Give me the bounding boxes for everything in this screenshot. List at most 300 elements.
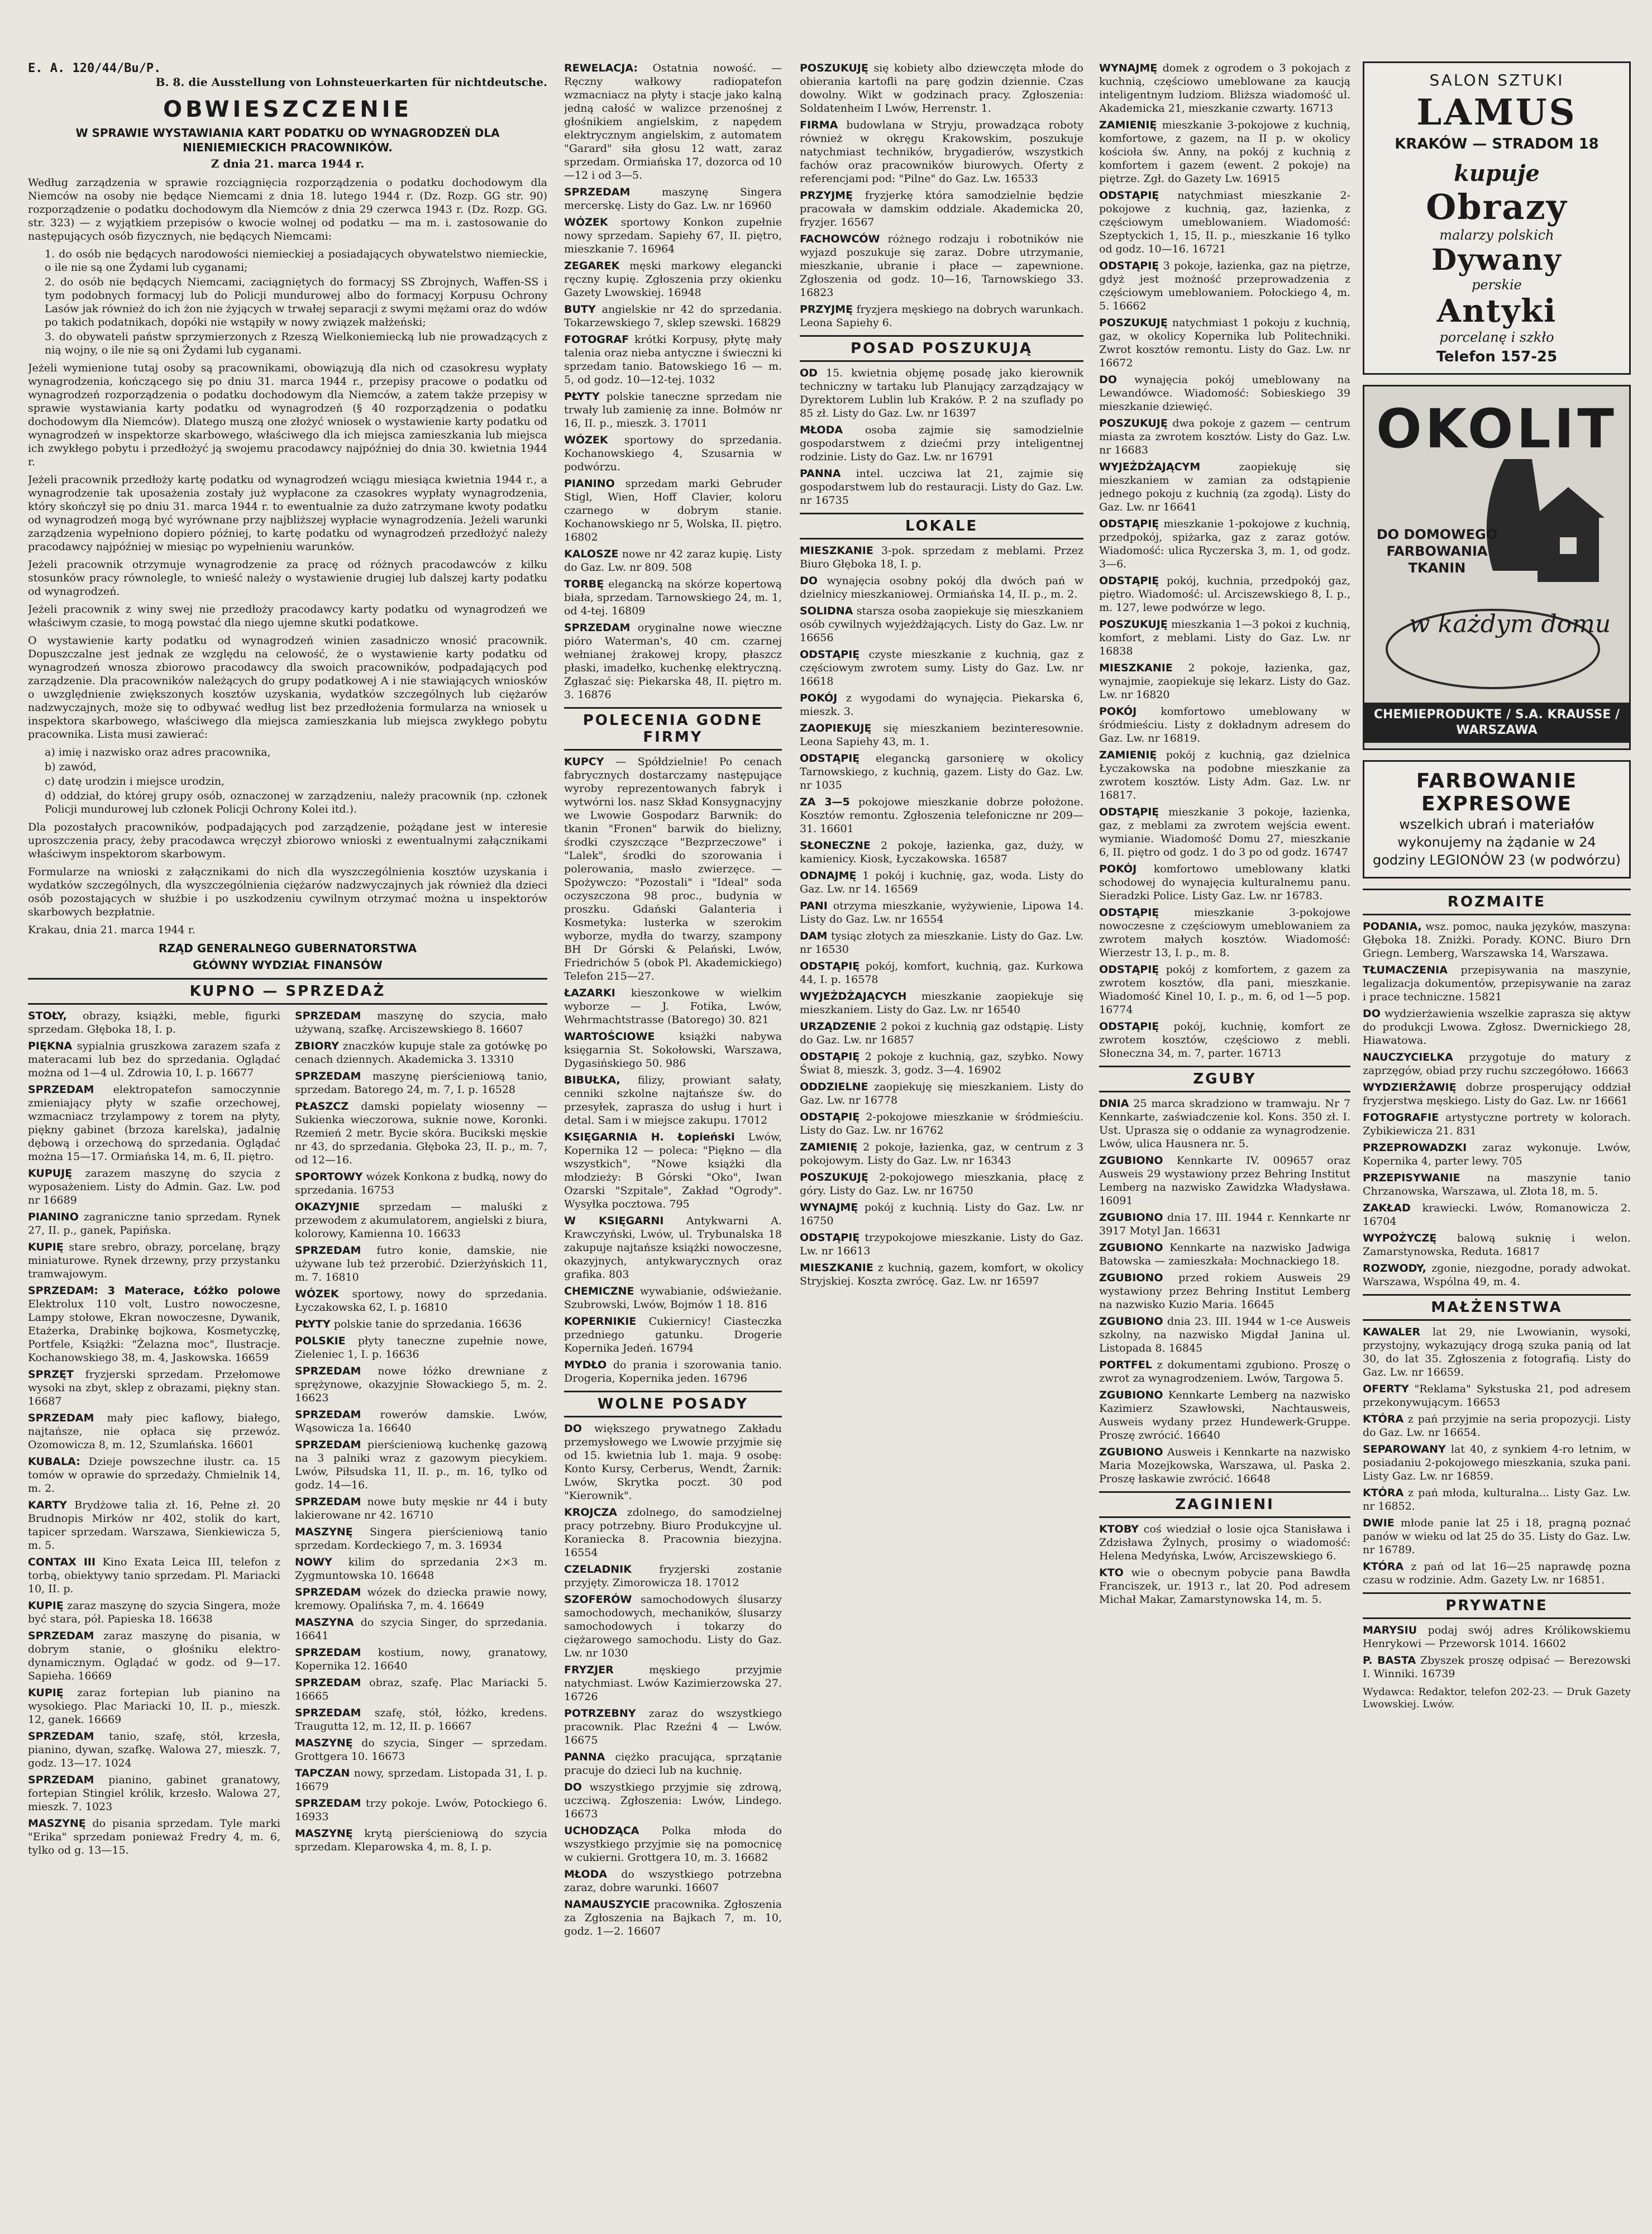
ad-keyword: ODSTĄPIĘ (800, 1051, 860, 1063)
ad-keyword: PIĘKNA (28, 1040, 73, 1052)
ad-keyword: MIESZKANIE (1099, 662, 1173, 674)
classified-ad (1099, 1020, 1350, 1060)
ad-text: osoba zajmie się samodzielnie gospodarstwem z dziećmi przy inteligentnej rodzinie. Listy do Gaz. Lw. nr 16791 (800, 424, 1083, 463)
classified-ad (1363, 1081, 1631, 1108)
ad-text: mieszkanie 3-pokojowe z kuchnią, komfortowe, z gazem, na II p. w okolicy kościoła św. Anny, na pokój z kuchnią z komfortem i gazem (ewent. 2 pokoje) na piętrze. Zgł. do Gazety Lw. 16915 (1099, 119, 1350, 185)
ad-keyword: TAPCZAN (295, 1767, 350, 1779)
ad-keyword: ZGUBIONO (1099, 1389, 1163, 1401)
ad-text: balową suknię i welon. Zamarstynowska, Reduta. 16817 (1363, 1232, 1631, 1258)
ad-text: pokój, kuchnia, przedpokój gaz, piętro. Wiadomość: ul. Arciszewskiego 8, I. p., m. 127, lewe podwórze w lego. (1099, 575, 1350, 614)
ad-keyword: KUPIĘ (28, 1687, 64, 1699)
classified-ad (564, 433, 782, 474)
classified-ad (800, 1261, 1083, 1288)
classified-ad (800, 1140, 1083, 1167)
ad-text: się kobiety albo dziewczęta młode do obierania kartofli na parę godzin dziennie. Czas dowolny. Wikt w godzinach pracy. Zgłoszenia: Soldatenheim I Lwów, Herrenstr. 1. (800, 62, 1083, 114)
ad-text: pokój z komfortem, z gazem za zwrotem kosztów, dla pani, mieszkanie. Wiadomość Kinel 10, I. p., m. 6, od 1—5 pop. 16774 (1099, 963, 1350, 1016)
ad-keyword: POKÓJ (1099, 863, 1137, 875)
ad-text: zaraz maszynę do szycia Singera, może być stara, pół. Papieska 18. 16638 (28, 1600, 280, 1625)
ad-keyword: SŁONECZNE (800, 839, 871, 852)
notice-sign-1: RZĄD GENERALNEGO GUBERNATORSTWA (158, 942, 417, 955)
classified-ad (564, 1563, 782, 1589)
classified-ad (295, 1364, 547, 1405)
ad-text: maszynę Singera mercerskę. Listy do Gaz. Lw. nr 16960 (564, 186, 782, 212)
ad-keyword: ZAOPIEKUJĘ (800, 722, 872, 734)
ad-text: do wszystkiego potrzebna zaraz, dobre warunki. 16607 (564, 1868, 782, 1894)
ad-keyword: SPRZEDAM (564, 622, 631, 634)
ad-keyword: PANI (800, 900, 828, 912)
classified-ad (295, 1408, 547, 1435)
classified-ad (1099, 862, 1350, 903)
ad-keyword: MASZYNĘ (28, 1817, 86, 1830)
ad-keyword: REWELACJA: (564, 62, 638, 74)
ad-text: z pań przyjmie na seria propozycji. Listy do Gaz. Lw. nr 16654. (1363, 1413, 1631, 1439)
ad-keyword: ODSTĄPIĘ (1099, 1020, 1159, 1033)
classified-ad (564, 577, 782, 618)
classified-ad (1363, 1486, 1631, 1513)
classified-ad (564, 1663, 782, 1703)
classified-ad (564, 986, 782, 1027)
ad-keyword: SPRZEDAM (295, 1070, 361, 1082)
ad-keyword: FOTOGRAF (564, 333, 629, 346)
ad-text: komfortowo umeblowany w śródmieściu. Listy z dokładnym adresem do Gaz. Lw. nr 16819. (1099, 705, 1350, 744)
ad-keyword: KTÓRA (1363, 1487, 1404, 1499)
ad-text: zaraz fortepian lub pianino na wysokiego. Plac Mariacki 10, II. p., mieszk. 12, ganek. 16669 (28, 1687, 280, 1726)
ad-keyword: SPRZEDAM (295, 1797, 361, 1810)
ad-keyword: WÓZEK (564, 434, 608, 446)
header-right-note: B. 8. die Ausstellung von Lohnsteuerkarten für nichtdeutsche. (155, 75, 547, 89)
ad-keyword: DNIA (1099, 1097, 1129, 1110)
notice-item: 2. do osób nie będących Niemcami, zaciągniętych do formacyj SS Zbrojnych, Waffen-SS i tym podobnych formacyj lub do Policji mundurowej albo do formacyj Korpusu Ochrony Lasów jak również do ich żon nie żyjących w trwałej separacji z swymi mężami oraz do wdów po takich podatnikach, dopóki nie wstąpiły w nowy związek małżeński; (45, 276, 547, 328)
classified-ad (1099, 1522, 1350, 1563)
ad-text: pokój, komfort, kuchnią, gaz. Kurkowa 44, I. p. 16578 (800, 960, 1083, 986)
classified-ad (564, 1707, 782, 1747)
ad-keyword: ZGUBIONO (1099, 1154, 1163, 1167)
lamus-obrazy: Obrazy (1426, 187, 1568, 227)
ad-keyword: PŁYTY (295, 1318, 331, 1330)
ad-text: mieszkania 1—3 pokoi z kuchnią, komfort, z meblami. Listy do Gaz. Lw. nr 16838 (1099, 618, 1350, 657)
classified-ad (28, 1039, 280, 1080)
ad-text: Ostatnia nowość. — Ręczny wałkowy radiopatefon wzmacniacz na płyty i stacje jako kalną jedną całość w walizce przenośnej z głośnikiem angielskim, z napędem elektrycznym angielskim, z automatem "Garard" siła głosu 12 watt, zaraz sprzedam. Ormiańska 17, dozorca od 10—12 i od 3—5. (564, 62, 782, 182)
ad-text: Kennkarte na nazwisko Jadwiga Batowska — zamieszkała: Mochnackiego 18. (1099, 1242, 1350, 1267)
ad-keyword: ZGUBIONO (1099, 1272, 1163, 1284)
classified-ad (564, 1358, 782, 1385)
wolne-list (564, 1422, 782, 1938)
classified-ad (564, 477, 782, 544)
classified-ad (295, 1646, 547, 1673)
ad-text: nowy, sprzedam. Listopada 31, I. p. 16679 (295, 1767, 547, 1793)
col2-ads (564, 61, 782, 701)
ad-keyword: SPRZEDAM (295, 1010, 361, 1022)
ad-keyword: ZAMIENIĘ (800, 1141, 858, 1153)
lamus-porcelana: porcelanę i szkło (1439, 330, 1554, 345)
classified-ad (28, 1083, 280, 1163)
ad-keyword: FIRMA (800, 119, 838, 131)
classified-ad (295, 1676, 547, 1703)
section-rozmaite: ROZMAITE (1363, 889, 1631, 915)
ad-text: Elektrolux 110 volt, Lustro nowoczesne, Lampy stołowe, Ekran nowoczesne, Dywanik, Etażerka, Drabinkę bojkowa, Kosmetyczkę, Portfele, Książki: "Żelazna moc", Ilustracje. Kochanowskiego 38, m. 4, Jaskowska. 16659 (28, 1298, 280, 1364)
ad-keyword: TORBĘ (564, 578, 604, 590)
ad-keyword: KARTY (28, 1499, 67, 1511)
classified-ad (28, 1167, 280, 1207)
ad-text: płyty taneczne zupełnie nowe, Zieleniec 1, I. p. 16636 (295, 1335, 547, 1361)
classified-ad (295, 1827, 547, 1854)
rozmaite-list (1363, 920, 1631, 1288)
classified-ad (1099, 1271, 1350, 1311)
ad-keyword: ODSTĄPIĘ (1099, 963, 1159, 976)
ad-keyword: WYPOŻYCZĘ (1363, 1232, 1437, 1244)
notice-intro: Według zarządzenia w sprawie rozciągnięcia rozporządzenia o podatku dochodowym dla Niemców na osoby nie będące Niemcami z dnia 18. lutego 1944 r. (Dz. Rozp. GG str. 90) rozporządzenie o podatku dochodowym dla Niemców z dnia 29 czerwca 1943 r. (Dz. Rozp. GG. str. 323) — z wyjątkiem przepisów o kwocie wolnej od podatku — ma m. i. zastosowanie do następujących osób fizycznych, nie będących Niemcami: (28, 176, 547, 242)
ad-keyword: POSZUKUJĘ (1099, 317, 1168, 329)
notice-title: OBWIESZCZENIE (163, 97, 412, 122)
okolit-roof-shape (1532, 487, 1605, 518)
ad-keyword: KTÓRA (1363, 1413, 1404, 1425)
classified-ad (564, 61, 782, 182)
classified-ad (295, 1495, 547, 1522)
notice-list-item: a) imię i nazwisko oraz adres pracownika, (45, 746, 271, 758)
posad-list (800, 366, 1083, 507)
classified-ad (28, 1284, 280, 1364)
ad-text: maszynę pierścieniową tanio, sprzedam. Batorego 24, m. 7, I. p. 16528 (295, 1070, 547, 1096)
classified-ad (1099, 1241, 1350, 1268)
classified-ad (295, 1797, 547, 1824)
ad-keyword: POSZUKUJĘ (800, 62, 868, 74)
notice-list-item: b) zawód, (45, 761, 97, 773)
ad-text: szafę, stół, łóżko, kredens. Traugutta 12, m. 12, II. p. 16667 (295, 1707, 547, 1732)
ad-text: mieszkanie 1-pokojowe z kuchnią, przedpokój, spiżarka, gaz z zaraz gotów. Wiadomość: ulica Ryczerska 3, m. 1, od godz. 3—6. (1099, 518, 1350, 570)
ad-keyword: PŁYTY (564, 390, 600, 403)
ad-keyword: KSIĘGARNIA H. Łopieński (564, 1131, 735, 1143)
ad-text: kilim do sprzedania 2×3 m. Zygmuntowska 10. 16648 (295, 1556, 547, 1582)
notice-list-2 (28, 746, 547, 816)
ad-text: większego prywatnego Zakładu przemysłowego we Lwowie przyjmie się od 15. kwietnia lub 1. maja. 9 osobę: Konto Kursy, Cerberus, Wendt, Żarnik: Lwów, Skrytka poczt. 30 pod "Kierownik". (564, 1422, 782, 1502)
ad-text: 25 marca skradziono w tramwaju. Nr 7 Kennkarte, zaświadczenie kol. Kons. 350 zł. I. Ust. Uprasza się o oddanie za wynagrodzenie. Lwów, ulica Hausnera nr. 5. (1099, 1097, 1350, 1150)
classified-ad (564, 621, 782, 701)
ad-text: obrazy, książki, meble, figurki sprzedam. Głęboka 18, I. p. (28, 1010, 280, 1035)
malzenstwa-list (1363, 1325, 1631, 1587)
notice-items (28, 247, 547, 357)
ad-text: stare srebro, obrazy, porcelanę, brązy miniaturowe. Rynek drzewny, przy przystanku tramwajowym. (28, 1241, 280, 1280)
classified-ad (564, 1780, 782, 1821)
ad-text: pokój z kuchnią. Listy do Gaz. Lw. nr 16750 (800, 1201, 1083, 1227)
ad-text: wie o obecnym pobycie pana Bawdła Franciszek, ur. 1913 r., lat 20. Pod adresem Michał Makar, Zamarstynowska 14, m. 5. (1099, 1567, 1350, 1606)
section-prywatne: PRYWATNE (1363, 1592, 1631, 1619)
ad-text: futro konie, damskie, nie używane lub też przerobić. Dzierżyńskich 11, m. 7. 16810 (295, 1244, 547, 1283)
ad-keyword: SEPAROWANY (1363, 1443, 1446, 1455)
classified-ad (564, 185, 782, 212)
ad-keyword: WYNAJMĘ (800, 1201, 858, 1214)
classified-ad (1099, 1566, 1350, 1606)
ad-text: pracownika. Zgłoszenia za Zgłoszenia na Bajkach 7, m. 10, godz. 1—2. 16607 (564, 1898, 782, 1937)
classified-ad (800, 1171, 1083, 1197)
ad-text: wsz. pomoc, nauka języków, maszyna: Głęboka 18. Zniżki. Porady. KONC. Biuro Drn Griegn. Lemberg, Warszawska 14, Warszawa. (1363, 920, 1631, 960)
ad-text: starsza osoba zaopiekuje się mieszkaniem osób cywilnych wyjeżdżających. Listy do Gaz. Lw. nr 16656 (800, 605, 1083, 644)
classified-ad (1363, 1624, 1631, 1650)
ad-text: dnia 17. III. 1944 r. Kennkarte nr 3917 Motyl Jan. 16631 (1099, 1211, 1350, 1237)
ad-keyword: MASZYNĘ (295, 1737, 353, 1749)
notice-paragraph: Jeżeli pracownik z winy swej nie przedłoży pracodawcy karty podatku od wynagrodzeń we właściwym czasie, to mogą powstać dla niego ujemne skutki podatkowe. (28, 603, 547, 629)
ad-keyword: ŁAZARKI (564, 987, 615, 999)
ad-keyword: PODANIA, (1363, 920, 1422, 933)
ad-text: zgonie, niezgodne, porady adwokat. Warszawa, Wspólna 49, m. 4. (1363, 1262, 1631, 1288)
ad-keyword: FACHOWCÓW (800, 233, 880, 245)
ad-keyword: PIANINO (28, 1211, 79, 1223)
classified-ad (800, 839, 1083, 866)
ad-text: coś wiedział o losie ojca Stanisława i Zdzisława Żylnych, prosimy o wiadomość: Helena Medyńska, Lwów, Arciszewskiego 6. (1099, 1523, 1350, 1562)
ad-keyword: DO (564, 1422, 582, 1435)
column-2 (564, 61, 782, 1941)
classified-ad (564, 390, 782, 430)
lamus-perskie: perskie (1472, 277, 1522, 293)
classified-ad (1363, 1201, 1631, 1228)
classified-ad (800, 366, 1083, 420)
ad-keyword: SPRZEDAM (28, 1730, 94, 1743)
classified-ad (1099, 661, 1350, 701)
ad-text: 2-pokojowe mieszkanie w śródmieściu. Listy do Gaz. Lw. nr 16762 (800, 1111, 1083, 1137)
column-1 (28, 61, 547, 1859)
section-zguby: ZGUBY (1099, 1066, 1350, 1092)
classified-ad (1099, 1358, 1350, 1385)
ad-keyword: SOLIDNA (800, 605, 853, 617)
classified-ad (28, 1210, 280, 1237)
classified-ad (1099, 906, 1350, 960)
classified-ad (295, 1334, 547, 1361)
classified-ad (800, 604, 1083, 645)
ad-keyword: PŁASZCZ (295, 1100, 349, 1113)
ad-text: sportowy Konkon zupełnie nowy sprzedam. Sapiehy 67, II. piętro, mieszkanie 7. 16964 (564, 216, 782, 255)
ad-text: Polka młoda do wszystkiego przyjmie się na pomocnicę w cukierni. Grottgera 10, m. 3. 16682 (564, 1825, 782, 1864)
section-polecenia: POLECENIA GODNE FIRMY (564, 707, 782, 751)
classified-ad (564, 1073, 782, 1127)
ad-text: wynajęcia osobny pokój dla dwóch pań w dzielnicy mieszkaniowej. Ormiańska 14, II. p., m. 2. (800, 575, 1083, 600)
classified-ad (564, 259, 782, 299)
ad-keyword: ODSTĄPIĘ (1099, 518, 1159, 530)
classified-ad (295, 1767, 547, 1793)
ad-text: dwa pokoje z gazem — centrum miasta za zwrotem kosztów. Listy do Gaz. Lw. nr 16683 (1099, 417, 1350, 456)
classified-ad (1363, 1382, 1631, 1409)
ad-text: pianino, gabinet granatowy, fortepian Stingiel królik, krzesło. Walowa 27, mieszk. 7. 1023 (28, 1774, 280, 1813)
ad-keyword: ZGUBIONO (1099, 1446, 1163, 1458)
notice-paragraph: Formularze na wnioski z załącznikami do nich dla wyszczególnienia kosztów uzyskania i wydatków szczególnych, dla wyszczególnienia ciężarów nadzwyczajnych jak również dla dzieci osób pozostających w służbie i po uszkodzeniu cywilnym otrzymać można u inspektorów skarbowych bezpłatnie. (28, 866, 547, 918)
ad-text: polskie tanie do sprzedania. 16636 (330, 1318, 522, 1330)
classified-ad (800, 899, 1083, 926)
classified-ad (28, 1009, 280, 1036)
section-kupno-sprzedaz: KUPNO — SPRZEDAŻ (28, 978, 547, 1005)
ad-text: wywabianie, odświeżanie. Szubrowski, Lwów, Bojmów 1 18. 816 (564, 1285, 782, 1311)
classified-ad (28, 1498, 280, 1552)
ad-keyword: ZGUBIONO (1099, 1315, 1163, 1328)
classified-ad (1099, 61, 1350, 115)
ad-keyword: PRZEPROWADZKI (1363, 1142, 1467, 1154)
classified-ad (295, 1200, 547, 1240)
classified-ad (295, 1039, 547, 1066)
ad-keyword: CZELADNIK (564, 1563, 632, 1576)
classified-ad (1363, 920, 1631, 960)
ad-keyword: DO (564, 1781, 582, 1793)
notice-list-item: c) datę urodzin i miejsce urodzin, (45, 775, 225, 787)
ad-keyword: SPORTOWY (295, 1171, 363, 1183)
section-posad-poszukuja: POSAD POSZUKUJĄ (800, 335, 1083, 362)
ad-text: z dokumentami zgubiono. Proszę o zwrot za wynagrodzeniem. Lwów, Targowa 5. (1099, 1359, 1350, 1385)
ad-text: nowe łóżko drewniane z sprężynowe, okazyjnie Słowackiego 5, m. 2. 16623 (295, 1365, 547, 1404)
ad-keyword: ZGUBIONO (1099, 1242, 1163, 1254)
classified-ad (1363, 1516, 1631, 1557)
ad-text: pokój, kuchnię, komfort ze zwrotem kosztów, częściowo z mebli. Słoneczna 34, m. 7, parter. 16713 (1099, 1020, 1350, 1059)
ad-keyword: DO (1099, 374, 1117, 386)
ad-keyword: KTOBY (1099, 1523, 1139, 1535)
ad-keyword: SPRZEDAM (295, 1586, 361, 1598)
classified-ad (295, 1586, 547, 1612)
classified-ad (564, 1030, 782, 1070)
classified-ad (1099, 417, 1350, 457)
ad-keyword: KOPERNIKIE (564, 1315, 637, 1328)
ad-text: 2 pokoje, łazienka, gaz, w centrum z 3 pokojowym. Listy do Gaz. Lw. nr 16343 (800, 1141, 1083, 1167)
classified-ad (1099, 1445, 1350, 1486)
ad-keyword: SPRZEDAM (28, 1774, 94, 1786)
ad-text: z wygodami do wynajęcia. Piekarska 6, mieszk. 3. (800, 692, 1083, 718)
ad-text: artystyczne portrety w kolorach. Zybikiewicza 21. 831 (1363, 1111, 1631, 1137)
classified-ad (1363, 1262, 1631, 1288)
ad-text: otrzyma mieszkanie, wyżywienie, Lipowa 14. Listy do Gaz. Lw. nr 16554 (800, 900, 1083, 925)
classified-ad (564, 1285, 782, 1311)
classified-ad (295, 1706, 547, 1733)
ad-keyword: MASZYNĘ (295, 1526, 353, 1538)
notice-paragraph: Dla pozostałych pracowników, podpadających pod zarządzenie, pożądane jest w interesie uproszczenia pracy, żeby pracodawca wręczył zbiorowo wnioski z ewentualnymi załącznikami właściwym inspektorom skarbowym. (28, 821, 547, 860)
notice-place: Krakau, dnia 21. marca 1944 r. (28, 924, 195, 936)
farbowanie-ad (1363, 760, 1631, 879)
ad-text: sportowy, nowy do sprzedania. Łyczakowska 62, I. p. 16810 (295, 1288, 547, 1314)
ad-text: wydzierżawienia wszelkie zaprasza się aktyw do produkcji Lwowa. Zgłosz. Dwernickiego 28, Hiawatowa. (1363, 1008, 1631, 1047)
farbowanie-text: wszelkich ubrań i materiałów wykonujemy na żądanie w 24 godziny LEGIONÓW 23 (w podwórzu) (1372, 817, 1621, 868)
classified-ad (1363, 1560, 1631, 1587)
classified-ad (800, 691, 1083, 718)
ad-text: się mieszkaniem bezinteresownie. Leona Sapiehy 43, m. 1. (800, 722, 1083, 748)
classified-ad (1363, 1654, 1631, 1681)
notice-sign-2: GŁÓWNY WYDZIAŁ FINANSÓW (193, 958, 383, 972)
polecenia-list (564, 755, 782, 1385)
classified-ad (800, 869, 1083, 896)
ad-text: Ausweis i Kennkarte na nazwisko Maria Mozejkowska, Warszawa, ul. Paska 2. Proszę łaskawie zwrócić. 16648 (1099, 1446, 1350, 1485)
ad-text: 2 pokoje, łazienka, gaz, wynajmie, zaopiekuje się lekarz. Listy do Gaz. Lw. nr 16820 (1099, 662, 1350, 701)
ad-text: natychmiast 1 pokoju z kuchnią, gaz, w okolicy Kopernika lub Politechniki. Zwrot kosztów remontu. Listy do Gaz. Lw. nr 16672 (1099, 317, 1350, 369)
ad-keyword: ROZWODY, (1363, 1262, 1426, 1274)
ad-keyword: MŁODA (564, 1868, 608, 1880)
classified-ad (1099, 705, 1350, 745)
ad-text: polskie taneczne sprzedam nie trwały lub zamienię za inne. Bołmów nr 16, II. p., mieszk. 3. 17011 (564, 390, 782, 429)
lamus-name: LAMUS (1416, 92, 1577, 133)
ad-text: Brydżowe talia zł. 16, Pełne zł. 20 Brudnopis Mirków nr 402, stolik do kart, tapicer sprzedam. Warszawa, Sienkiewicza 5, m. 5. (28, 1499, 280, 1552)
ad-text: różnego rodzaju i robotników nie wyjazd poszukuje się zaraz. Dobre utrzymanie, mieszkanie, ubranie i płace — zapewnione. Zgłoszenia od godz. 10—16, Tarnowskiego 33. 16823 (800, 233, 1083, 299)
classified-ad (1363, 1443, 1631, 1483)
ad-keyword: NAMAUSZYCIE (564, 1898, 650, 1911)
notice-paragraph: O wystawienie karty podatku od wynagrodzeń winien zasadniczo wnosić pracownik. Dopuszczalne jest jednak ze względu na celowość, że o wystawienie karty podatku od wynagrodzeń wnosza zbiorowo pracodawcy dla swoich pracowników, podpadających pod zarządzenie. Dla pracowników należących do grupy podatkowej A i nie stawiających wniosków o uwzględnienie zwiększonych kosztów uzyskania, wydatków szczególnych lub ciężarów nadzwyczajnych, może się to odbywać według list bez przedłożenia formularza na wniosek u inspektora skarbowego, właściwego dla miejsca zamieszkania lub miejsca zwykłego pobytu pracownika. Lista musi zawierać: (28, 634, 547, 741)
ad-keyword: POLSKIE (295, 1335, 346, 1347)
ad-keyword: DWIE (1363, 1517, 1395, 1529)
ad-keyword: SPRZEDAM (295, 1707, 361, 1719)
classified-ad (800, 232, 1083, 299)
classified-ad (800, 1110, 1083, 1137)
classified-ad (800, 929, 1083, 956)
classified-ad (1363, 1231, 1631, 1258)
ad-keyword: ZAKŁAD (1363, 1202, 1411, 1214)
classified-ad (800, 1020, 1083, 1047)
ad-text: do pisania sprzedam. Tyle marki "Erika" sprzedam ponieważ Fredry 4, m. 6, tylko od g. 13—15. (28, 1817, 280, 1856)
ad-keyword: FRYZJER (564, 1664, 614, 1676)
classified-ad (564, 1506, 782, 1559)
zguby-list (1099, 1097, 1350, 1486)
ad-text: fryzjera męskiego na dobrych warunkach. Leona Sapiehy 6. (800, 303, 1083, 329)
ad-keyword: ODSTĄPIĘ (1099, 906, 1159, 919)
ad-text: czyste mieszkanie z kuchnią, gaz z częściowym zwrotem sumy. Listy do Gaz. Lw. nr 16618 (800, 648, 1083, 688)
ad-text: tysiąc złotych za mieszkanie. Listy do Gaz. Lw. nr 16530 (800, 930, 1083, 956)
ad-keyword: WÓZEK (564, 216, 608, 228)
ad-text: książki nabywa księgarnia St. Sokołowski, Warszawa, Dygasińskiego 50. 986 (564, 1030, 782, 1070)
classified-ad (800, 1231, 1083, 1258)
ad-keyword: MASZYNĘ (295, 1827, 353, 1840)
notice-date: Z dnia 21. marca 1944 r. (211, 157, 365, 170)
ad-keyword: SPRZEDAM (295, 1496, 361, 1508)
ad-keyword: MASZYNA (295, 1616, 354, 1629)
ad-text: elegancką garsonierę w okolicy Tarnowskiego, z kuchnią, gazem. Listy do Gaz. Lw. nr 1035 (800, 752, 1083, 791)
ad-keyword: MIESZKANIE (800, 545, 873, 557)
ad-keyword: KUBALA: (28, 1455, 80, 1468)
ad-text: kostium, nowy, granatowy, Kopernika 12. 16640 (295, 1646, 547, 1672)
notice-list-item: d) oddział, do której grupy osób, oznaczonej w zarządzeniu, należy pracownik (np. członek Policji mundurowej lub członek Policji Ochrony Kolei itd.). (45, 790, 547, 815)
ad-text: Antykwarni A. Krawczyński, Lwów, ul. Trybunalska 18 zakupuje najtańsze książki nowoczesne, okazyjnych, antykwarycznych oraz grafika. 803 (564, 1215, 782, 1281)
classified-ad (800, 795, 1083, 836)
ad-keyword: SPRZEDAM (295, 1365, 361, 1377)
ad-text: przygotuje do matury z zaprzęgów, obiad przy ruchu szczegółowo. 16663 (1363, 1051, 1631, 1077)
okolit-script: w każdym domu (1409, 610, 1611, 638)
ad-text: zaraz maszynę do pisania, w dobrym stanie, o głośniku elektro-dynamicznym. Oglądać w godz. od 9—17. Sapieha. 16669 (28, 1630, 280, 1682)
classified-ad (800, 574, 1083, 601)
classified-ad (28, 1817, 280, 1857)
kupno-list (28, 1009, 547, 1859)
ad-keyword: ZA 3—5 (800, 796, 850, 808)
classified-ad (1363, 1325, 1631, 1379)
notice-paragraph: Jeżeli pracownik otrzymuje wynagrodzenie za pracę od różnych pracodawców z kilku stosunków pracy równolegle, to wnieść należy o wystawienie drugiej lub dalszej karty podatku od wynagrodzeń. (28, 558, 547, 598)
ad-text: komfortowo umeblowany klatki schodowej do wynajęcia kulturalnemu panu. Sieradzki Police. Listy Gaz. Lw. nr 16783. (1099, 863, 1350, 902)
classified-ad (564, 1824, 782, 1864)
classified-ad (800, 960, 1083, 986)
ad-keyword: ZAMIENIĘ (1099, 119, 1157, 131)
classified-ad (564, 1593, 782, 1660)
notice-paragraph: Jeżeli pracownik przedłoży kartę podatku od wynagrodzeń wciągu miesiąca kwietnia 1944 r., a wynagrodzenie tak uposażenia zostały już wypłacone za czasokres wypłaty wynagrodzenia, który skończył się po dniu 31. marca 1944 r. to ewentualnie za dużo zatrzymane kwoty podatku od wynagrodzeń mogą być wyrównane przy najbliższej wypłacie wynagrodzenia. Jeżeli warunki zarządzenia wypełniono dopiero później, to kartę podatku od wynagrodzeń przedłożyć należy pracodawcy najpóźniej w miesiąc po wypełnieniu warunków. (28, 474, 547, 553)
ad-text: mieszkanie 3 pokoje, łazienka, gaz, z meblami za zwrotem wejścia ewent. wymianie. Wiadomość Domu 27, mieszkanie 6, II. piętro od godz. 1 do 3 po od godz. 16747 (1099, 806, 1350, 858)
classified-ad (800, 1201, 1083, 1228)
notice-item: 1. do osób nie będących narodowości niemieckiej a posiadających obywatelstwo niemieckie, o ile nie są one Żydami lub cyganami; (45, 248, 547, 274)
ad-text: budowlana w Stryju, prowadząca roboty również w okręgu Krakowskim, poszukuje natychmiast techników, brygadierów, wszystkich fachów oraz pracowników biurowych. Oferty z referencjami pod: "Pilne" do Gaz. Lw. 16533 (800, 119, 1083, 185)
ad-text: młode panie lat 25 i 18, pragną poznać panów w wieku od lat 25 do 35. Listy do Gaz. Lw. nr 16789. (1363, 1517, 1631, 1556)
ad-keyword: POSZUKUJĘ (800, 1171, 868, 1183)
column-5 (1363, 61, 1631, 1711)
ad-text: ciężko pracująca, sprzątanie pracuje do dzieci lub na kuchnię. (564, 1751, 782, 1777)
ad-text: męskiego przyjmie natychmiast. Lwów Kazimierzowska 27. 16726 (564, 1664, 782, 1703)
ad-keyword: OFERTY (1363, 1383, 1409, 1395)
classified-ad (1099, 805, 1350, 859)
ad-text: 1 pokój i kuchnię, gaz, woda. Listy do Gaz. Lw. nr 14. 16569 (800, 870, 1083, 895)
ad-keyword: CONTAX III (28, 1556, 96, 1568)
ad-keyword: POTRZEBNY (564, 1707, 636, 1720)
ad-text: Lwów, Kopernika 12 — poleca: "Piękno — dla wszystkich", "Nowe książki dla młodzieży: B Górski "Oko", Iwan Ozarski "Szpitale", Zakład "Ogrody". Wysyłka pocztowa. 795 (564, 1131, 782, 1210)
ad-keyword: MARYSIU (1363, 1624, 1417, 1636)
classified-ad (1099, 1211, 1350, 1238)
ad-text: pokój z kuchnią, gaz dzielnica Łyczakowska na podobne mieszkanie za zwrotem kosztów. Listy Adm. Gaz. Lw. nr 16817. (1099, 749, 1350, 801)
ad-text: nowe nr 42 zaraz kupię. Listy do Gaz. Lw. nr 809. 508 (564, 548, 782, 574)
ad-keyword: SPRZEDAM (28, 1083, 94, 1096)
classified-ad (564, 333, 782, 386)
classified-ad (800, 61, 1083, 115)
ad-keyword: SPRZEDAM (295, 1409, 361, 1421)
